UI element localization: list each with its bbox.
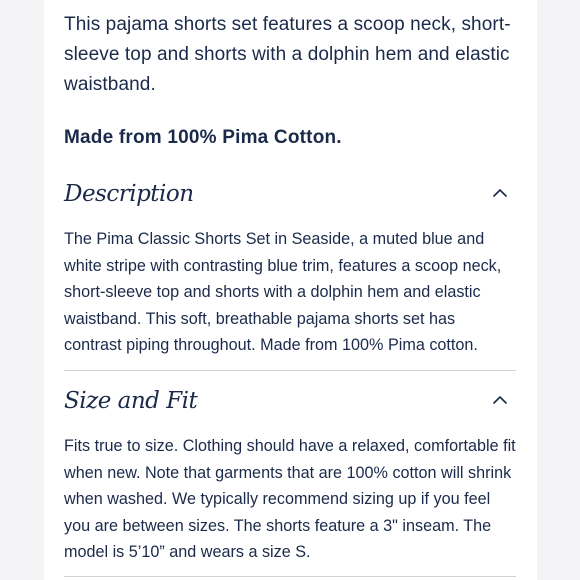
product-intro-text: This pajama shorts set features a scoop neck, short-sleeve top and shorts with a dolphin hem and elastic waistband.	[64, 14, 511, 95]
size-fit-body: Fits true to size. Clothing should have a relaxed, comfortable fit when new. Note that garments that are 100% cotton will shrink when washed. We typically recommend sizing up if you feel you are between sizes. The shorts feature a 3" inseam. The model is 5’10” and wears a size S.	[64, 437, 516, 561]
material-statement: Made from 100% Pima Cotton.	[64, 127, 342, 148]
description-body: The Pima Classic Shorts Set in Seaside, a muted blue and white stripe with contrasting blue trim, features a scoop neck, short-sleeve top and shorts with a dolphin hem and elastic waistband. This soft, breathable pajama shorts set has contrast piping throughout. Made from 100% Pima cotton.	[64, 230, 502, 354]
chevron-up-icon[interactable]	[492, 392, 508, 408]
size-fit-accordion-header[interactable]	[64, 383, 516, 419]
size-fit-title: Size and Fit	[64, 388, 198, 414]
chevron-up-icon[interactable]	[492, 185, 508, 201]
description-title: Description	[64, 181, 194, 207]
accordion-divider	[64, 370, 516, 371]
description-accordion-header[interactable]	[64, 176, 516, 212]
accordion-divider	[64, 576, 516, 577]
